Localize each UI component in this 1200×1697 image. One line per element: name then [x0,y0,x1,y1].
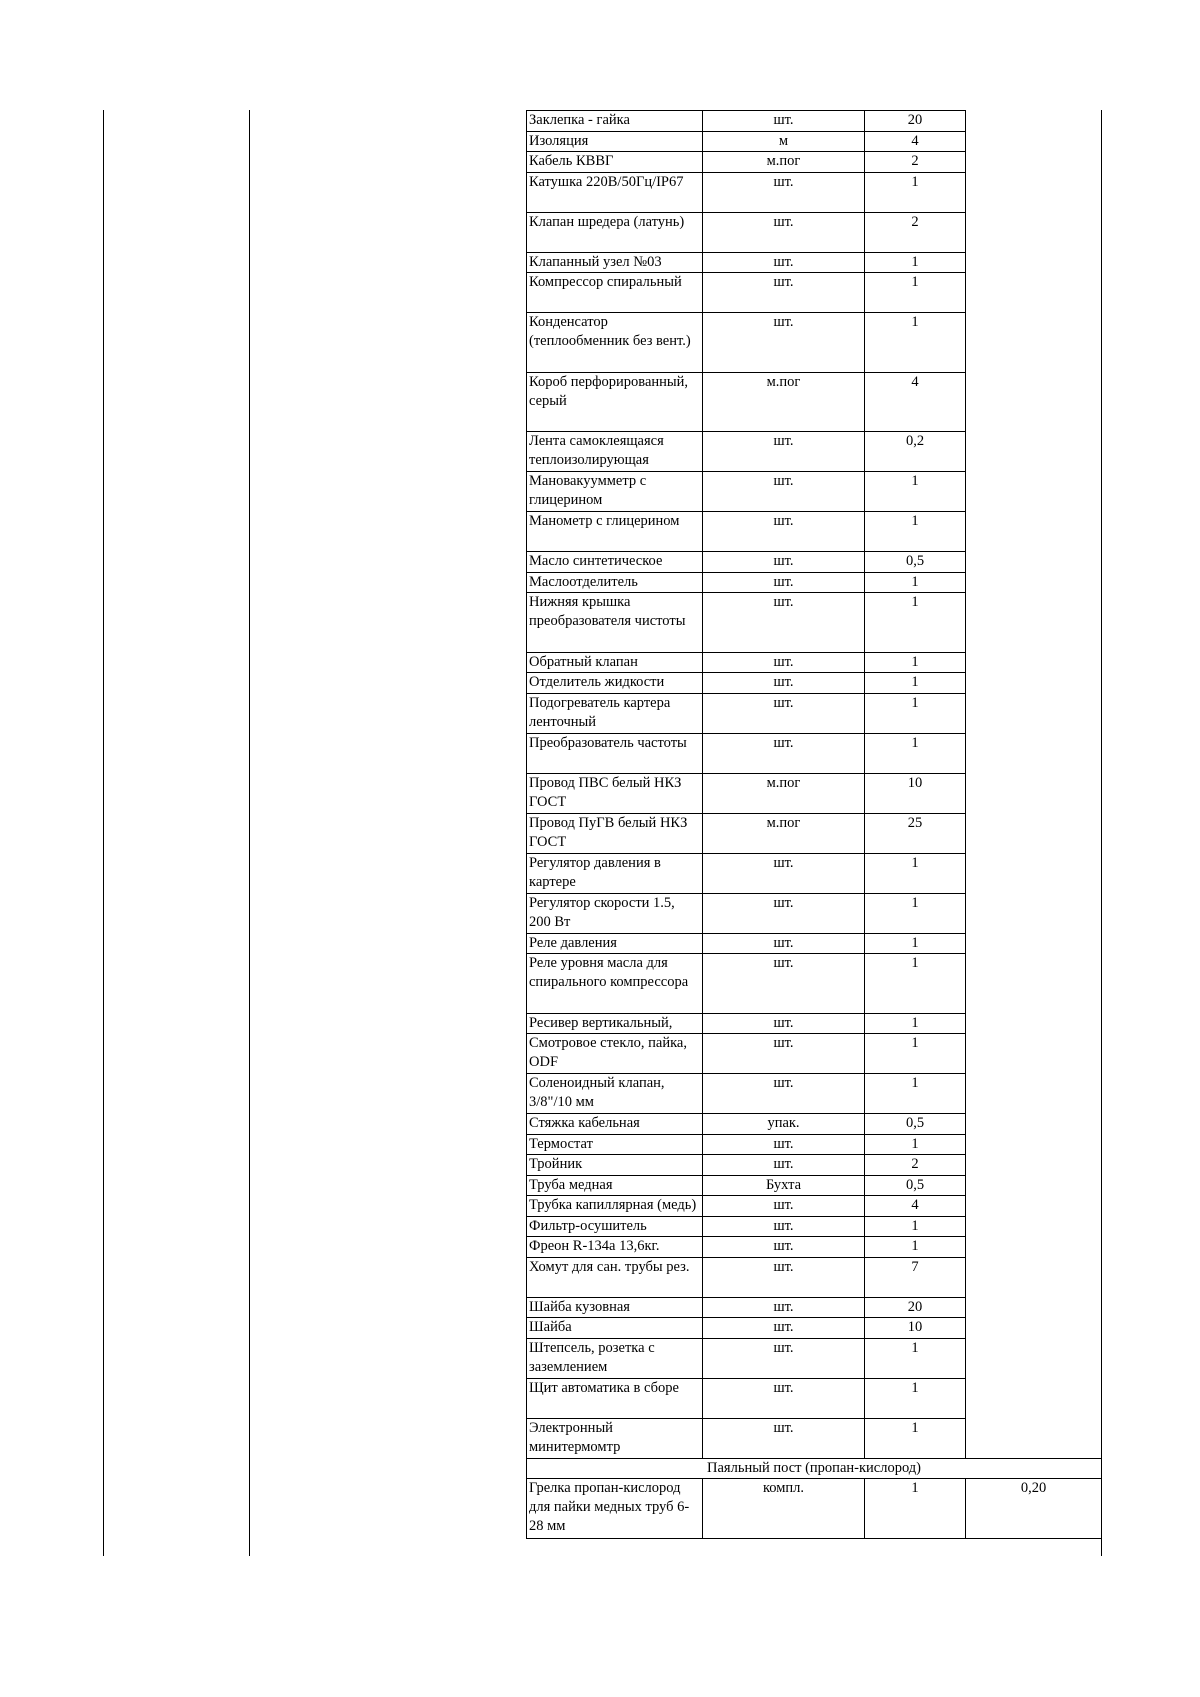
table-row [527,853,1102,893]
table-row [527,693,1102,733]
material-qty-cell: 1 [865,733,966,773]
material-unit-cell: шт. [703,1378,865,1418]
empty-cell [966,1114,1102,1135]
empty-cell [966,673,1102,694]
table-row [527,512,1102,552]
material-name-cell: Клапанный узел №03 [527,252,703,273]
empty-cell [966,1034,1102,1074]
material-name-cell: Фильтр-осушитель [527,1216,703,1237]
empty-cell [966,1297,1102,1318]
material-unit-cell: шт. [703,1134,865,1155]
empty-cell [966,572,1102,593]
material-qty-cell: 1 [865,1034,966,1074]
material-unit-cell: шт. [703,313,865,373]
material-name-cell: Хомут для сан. трубы рез. [527,1257,703,1297]
table-row [527,673,1102,694]
table-row [527,893,1102,933]
material-qty-cell: 1 [865,273,966,313]
material-name-cell: Манометр с глицерином [527,512,703,552]
material-name-cell: Штепсель, розетка с заземлением [527,1338,703,1378]
empty-cell [966,552,1102,573]
table-row [527,1074,1102,1114]
material-name-cell: Компрессор спиральный [527,273,703,313]
material-qty-cell: 1 [865,652,966,673]
material-unit-cell: шт. [703,1196,865,1217]
empty-cell [966,652,1102,673]
material-unit-cell: шт. [703,673,865,694]
material-name-cell: Отделитель жидкости [527,673,703,694]
material-qty-cell: 1 [865,1338,966,1378]
table-row [527,1196,1102,1217]
material-name-cell: Заклепка - гайка [527,111,703,132]
material-qty-cell: 1 [865,893,966,933]
empty-cell [966,1175,1102,1196]
material-name-cell: Грелка пропан-кислород для пайки медных труб 6-28 мм [527,1479,703,1539]
material-qty-cell: 4 [865,372,966,432]
table-row [527,1338,1102,1378]
material-name-cell: Ресивер вертикальный, [527,1013,703,1034]
material-qty-cell: 1 [865,1134,966,1155]
material-unit-cell: шт. [703,273,865,313]
material-qty-cell: 10 [865,1318,966,1339]
table-border-line [103,110,104,1556]
empty-cell [966,252,1102,273]
material-name-cell: Смотровое стекло, пайка, ODF [527,1034,703,1074]
material-name-cell: Катушка 220В/50Гц/IP67 [527,172,703,212]
material-unit-cell: шт. [703,172,865,212]
material-name-cell: Стяжка кабельная [527,1114,703,1135]
empty-cell [966,313,1102,373]
empty-cell [966,1155,1102,1176]
material-name-cell: Маслоотделитель [527,572,703,593]
table-row [527,1479,1102,1539]
empty-cell [966,853,1102,893]
table-row [527,1318,1102,1339]
empty-cell [966,1216,1102,1237]
material-unit-cell: шт. [703,1318,865,1339]
material-unit-cell: шт. [703,111,865,132]
table-row [527,733,1102,773]
empty-cell [966,1134,1102,1155]
table-row [527,773,1102,813]
material-name-cell: Щит автоматика в сборе [527,1378,703,1418]
material-unit-cell: шт. [703,472,865,512]
material-qty-cell: 1 [865,172,966,212]
material-unit-cell: шт. [703,1074,865,1114]
material-name-cell: Шайба [527,1318,703,1339]
material-qty-cell: 1 [865,933,966,954]
empty-cell [966,593,1102,653]
table-row [527,1114,1102,1135]
material-name-cell: Термостат [527,1134,703,1155]
material-name-cell: Мановакуумметр с глицерином [527,472,703,512]
table-row [527,252,1102,273]
material-name-cell: Масло синтетическое [527,552,703,573]
empty-cell [966,1013,1102,1034]
material-name-cell: Конденсатор (теплообменник без вент.) [527,313,703,373]
material-name-cell: Лента самоклеящаяся теплоизолирующая [527,432,703,472]
material-name-cell: Трубка капиллярная (медь) [527,1196,703,1217]
material-name-cell: Преобразователь частоты [527,733,703,773]
empty-cell [966,1257,1102,1297]
empty-cell [966,1196,1102,1217]
material-qty-cell: 1 [865,1074,966,1114]
material-qty-cell: 0,2 [865,432,966,472]
empty-cell [966,693,1102,733]
material-qty-cell: 1 [865,252,966,273]
material-name-cell: Регулятор скорости 1.5, 200 Вт [527,893,703,933]
material-name-cell: Обратный клапан [527,652,703,673]
table-row [527,933,1102,954]
table-row [527,593,1102,653]
table-row [527,152,1102,173]
material-qty-cell: 1 [865,673,966,694]
empty-cell [966,893,1102,933]
table-row [527,273,1102,313]
table-row [527,1418,1102,1458]
materials-table-body [527,111,1102,1539]
material-qty-cell: 4 [865,1196,966,1217]
material-qty-cell: 1 [865,512,966,552]
table-row [527,572,1102,593]
table-row [527,1155,1102,1176]
material-unit-cell: шт. [703,1034,865,1074]
material-unit-cell: шт. [703,593,865,653]
empty-cell [966,212,1102,252]
material-unit-cell: Бухта [703,1175,865,1196]
material-unit-cell: шт. [703,693,865,733]
material-qty-cell: 20 [865,111,966,132]
empty-cell [966,372,1102,432]
material-qty-cell: 1 [865,572,966,593]
material-name-cell: Фреон R-134a 13,6кг. [527,1237,703,1258]
material-name-cell: Тройник [527,1155,703,1176]
material-qty-cell: 0,5 [865,1175,966,1196]
empty-cell [966,432,1102,472]
empty-cell [966,773,1102,813]
material-unit-cell: упак. [703,1114,865,1135]
table-row [527,1034,1102,1074]
table-row [527,652,1102,673]
empty-cell [966,111,1102,132]
empty-cell [966,1237,1102,1258]
material-name-cell: Кабель КВВГ [527,152,703,173]
table-row [527,1134,1102,1155]
empty-cell [966,512,1102,552]
material-name-cell: Короб перфорированный, серый [527,372,703,432]
material-unit-cell: шт. [703,893,865,933]
material-qty-cell: 2 [865,212,966,252]
material-qty-cell: 0,5 [865,552,966,573]
material-name-cell: Изоляция [527,131,703,152]
material-qty-cell: 1 [865,1013,966,1034]
table-row [527,1175,1102,1196]
material-name-cell: Регулятор давления в картере [527,853,703,893]
material-unit-cell: компл. [703,1479,865,1539]
material-qty-cell: 1 [865,693,966,733]
section-header-row [527,1458,1102,1479]
material-unit-cell: шт. [703,652,865,673]
material-unit-cell: м.пог [703,152,865,173]
empty-cell [966,1318,1102,1339]
material-unit-cell: шт. [703,512,865,552]
table-row [527,212,1102,252]
table-row [527,172,1102,212]
material-name-cell: Труба медная [527,1175,703,1196]
empty-cell [966,933,1102,954]
empty-cell [966,813,1102,853]
material-unit-cell: шт. [703,572,865,593]
table-row [527,1257,1102,1297]
table-border-line [249,110,250,1556]
material-name-cell: Электронный минитермомтр [527,1418,703,1458]
empty-cell [966,1378,1102,1418]
empty-cell [966,954,1102,1014]
table-row [527,372,1102,432]
material-name-cell: Реле уровня масла для спирального компрессора [527,954,703,1014]
material-qty-cell: 25 [865,813,966,853]
material-qty-cell: 1 [865,472,966,512]
empty-cell [966,1418,1102,1458]
material-unit-cell: шт. [703,552,865,573]
table-row [527,432,1102,472]
material-qty-cell: 1 [865,1418,966,1458]
material-qty-cell: 1 [865,853,966,893]
material-unit-cell: шт. [703,933,865,954]
table-row [527,1013,1102,1034]
material-name-cell: Нижняя крышка преобразователя чистоты [527,593,703,653]
material-qty-cell: 4 [865,131,966,152]
material-qty-cell: 1 [865,1216,966,1237]
table-row [527,1216,1102,1237]
material-unit-cell: м.пог [703,773,865,813]
material-qty-cell: 1 [865,1479,966,1539]
table-row [527,472,1102,512]
material-name-cell: Провод ПуГВ белый НКЗ ГОСТ [527,813,703,853]
material-unit-cell: шт. [703,733,865,773]
material-qty-cell: 7 [865,1257,966,1297]
material-unit-cell: м.пог [703,372,865,432]
table-row [527,131,1102,152]
material-unit-cell: шт. [703,212,865,252]
empty-cell [966,152,1102,173]
material-unit-cell: шт. [703,1013,865,1034]
material-qty-cell: 20 [865,1297,966,1318]
material-qty-cell: 1 [865,954,966,1014]
table-row [527,1378,1102,1418]
empty-cell [966,1338,1102,1378]
material-qty-cell: 1 [865,1378,966,1418]
material-unit-cell: шт. [703,252,865,273]
material-unit-cell: шт. [703,1155,865,1176]
material-unit-cell: шт. [703,1418,865,1458]
empty-cell [966,273,1102,313]
material-name-cell: Шайба кузовная [527,1297,703,1318]
material-unit-cell: шт. [703,954,865,1014]
empty-cell [966,172,1102,212]
material-name-cell: Клапан шредера (латунь) [527,212,703,252]
material-qty-cell: 1 [865,1237,966,1258]
material-unit-cell: шт. [703,1237,865,1258]
table-row [527,1237,1102,1258]
material-unit-cell: шт. [703,432,865,472]
material-name-cell: Подогреватель картера ленточный [527,693,703,733]
material-name-cell: Соленоидный клапан, 3/8"/10 мм [527,1074,703,1114]
material-qty-cell: 2 [865,152,966,173]
empty-cell [966,733,1102,773]
material-qty-cell: 1 [865,313,966,373]
material-unit-cell: шт. [703,1216,865,1237]
material-value-cell: 0,20 [966,1479,1102,1539]
table-row [527,313,1102,373]
material-name-cell: Реле давления [527,933,703,954]
material-qty-cell: 2 [865,1155,966,1176]
material-unit-cell: шт. [703,853,865,893]
table-row [527,954,1102,1014]
table-row [527,813,1102,853]
material-unit-cell: м.пог [703,813,865,853]
table-row [527,111,1102,132]
material-unit-cell: шт. [703,1297,865,1318]
section-title: Паяльный пост (пропан-кислород) [527,1458,1102,1479]
table-row [527,1297,1102,1318]
material-qty-cell: 0,5 [865,1114,966,1135]
material-qty-cell: 1 [865,593,966,653]
empty-cell [966,131,1102,152]
material-qty-cell: 10 [865,773,966,813]
material-name-cell: Провод ПВС белый НКЗ ГОСТ [527,773,703,813]
material-unit-cell: шт. [703,1338,865,1378]
material-unit-cell: м [703,131,865,152]
table-row [527,552,1102,573]
empty-cell [966,472,1102,512]
material-unit-cell: шт. [703,1257,865,1297]
materials-table [526,110,1102,1539]
empty-cell [966,1074,1102,1114]
